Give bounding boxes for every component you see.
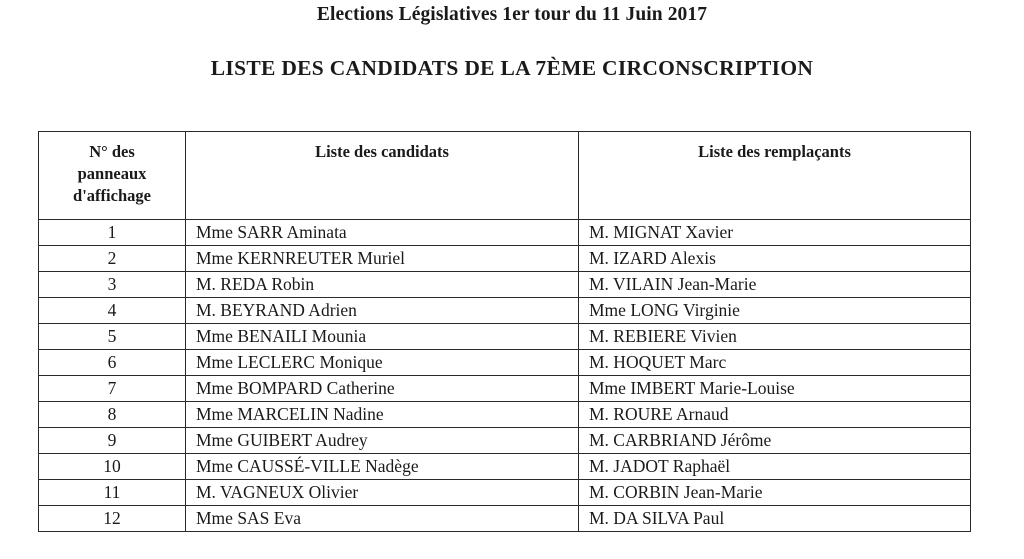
cell-candidate-name: M. VAGNEUX Olivier	[186, 480, 579, 506]
table-row	[39, 324, 971, 350]
table-row	[39, 298, 971, 324]
table-row	[39, 454, 971, 480]
cell-panel-number: 7	[39, 376, 186, 402]
column-header-panel-number-line2: panneaux	[77, 163, 147, 183]
column-header-panel-number-line3: d'affichage	[73, 185, 151, 205]
cell-panel-number: 10	[39, 454, 186, 480]
cell-replacement-name: M. CORBIN Jean-Marie	[579, 480, 971, 506]
cell-panel-number: 11	[39, 480, 186, 506]
column-header-replacements: Liste des remplaçants	[579, 132, 971, 220]
cell-replacement-name: M. CARBRIAND Jérôme	[579, 428, 971, 454]
table-row	[39, 506, 971, 532]
cell-panel-number: 3	[39, 272, 186, 298]
cell-candidate-name: Mme LECLERC Monique	[186, 350, 579, 376]
table-header-row-group	[39, 132, 971, 220]
cell-candidate-name: Mme KERNREUTER Muriel	[186, 246, 579, 272]
table-row	[39, 246, 971, 272]
table-row	[39, 272, 971, 298]
cell-panel-number: 2	[39, 246, 186, 272]
cell-replacement-name: M. VILAIN Jean-Marie	[579, 272, 971, 298]
column-header-candidates: Liste des candidats	[186, 132, 579, 220]
cell-panel-number: 12	[39, 506, 186, 532]
cell-replacement-name: Mme IMBERT Marie-Louise	[579, 376, 971, 402]
cell-candidate-name: Mme CAUSSÉ-VILLE Nadège	[186, 454, 579, 480]
cell-candidate-name: Mme GUIBERT Audrey	[186, 428, 579, 454]
table-row	[39, 220, 971, 246]
cell-candidate-name: M. REDA Robin	[186, 272, 579, 298]
cell-replacement-name: M. MIGNAT Xavier	[579, 220, 971, 246]
page-title: Elections Législatives 1er tour du 11 Juin 2017	[316, 4, 708, 25]
cell-candidate-name: Mme BOMPARD Catherine	[186, 376, 579, 402]
page-subtitle: LISTE DES CANDIDATS DE LA 7ÈME CIRCONSCRIPTION	[210, 56, 814, 81]
cell-panel-number: 8	[39, 402, 186, 428]
table-row	[39, 350, 971, 376]
document-header	[0, 0, 1024, 81]
candidates-table	[38, 131, 971, 532]
cell-panel-number: 4	[39, 298, 186, 324]
cell-panel-number: 6	[39, 350, 186, 376]
cell-replacement-name: M. DA SILVA Paul	[579, 506, 971, 532]
cell-candidate-name: M. BEYRAND Adrien	[186, 298, 579, 324]
cell-replacement-name: M. JADOT Raphaël	[579, 454, 971, 480]
table-row	[39, 376, 971, 402]
cell-candidate-name: Mme MARCELIN Nadine	[186, 402, 579, 428]
cell-replacement-name: M. REBIERE Vivien	[579, 324, 971, 350]
cell-replacement-name: M. HOQUET Marc	[579, 350, 971, 376]
cell-replacement-name: M. ROURE Arnaud	[579, 402, 971, 428]
cell-replacement-name: M. IZARD Alexis	[579, 246, 971, 272]
table-row	[39, 428, 971, 454]
cell-panel-number: 5	[39, 324, 186, 350]
cell-panel-number: 1	[39, 220, 186, 246]
cell-candidate-name: Mme BENAILI Mounia	[186, 324, 579, 350]
table-row	[39, 480, 971, 506]
cell-panel-number: 9	[39, 428, 186, 454]
table-row	[39, 402, 971, 428]
table-body	[39, 220, 971, 532]
candidates-table-container	[38, 131, 970, 532]
table-header-row	[39, 132, 971, 220]
cell-candidate-name: Mme SAS Eva	[186, 506, 579, 532]
column-header-panel-number	[39, 132, 186, 220]
cell-candidate-name: Mme SARR Aminata	[186, 220, 579, 246]
cell-replacement-name: Mme LONG Virginie	[579, 298, 971, 324]
column-header-panel-number-line1: N° des	[89, 142, 135, 161]
